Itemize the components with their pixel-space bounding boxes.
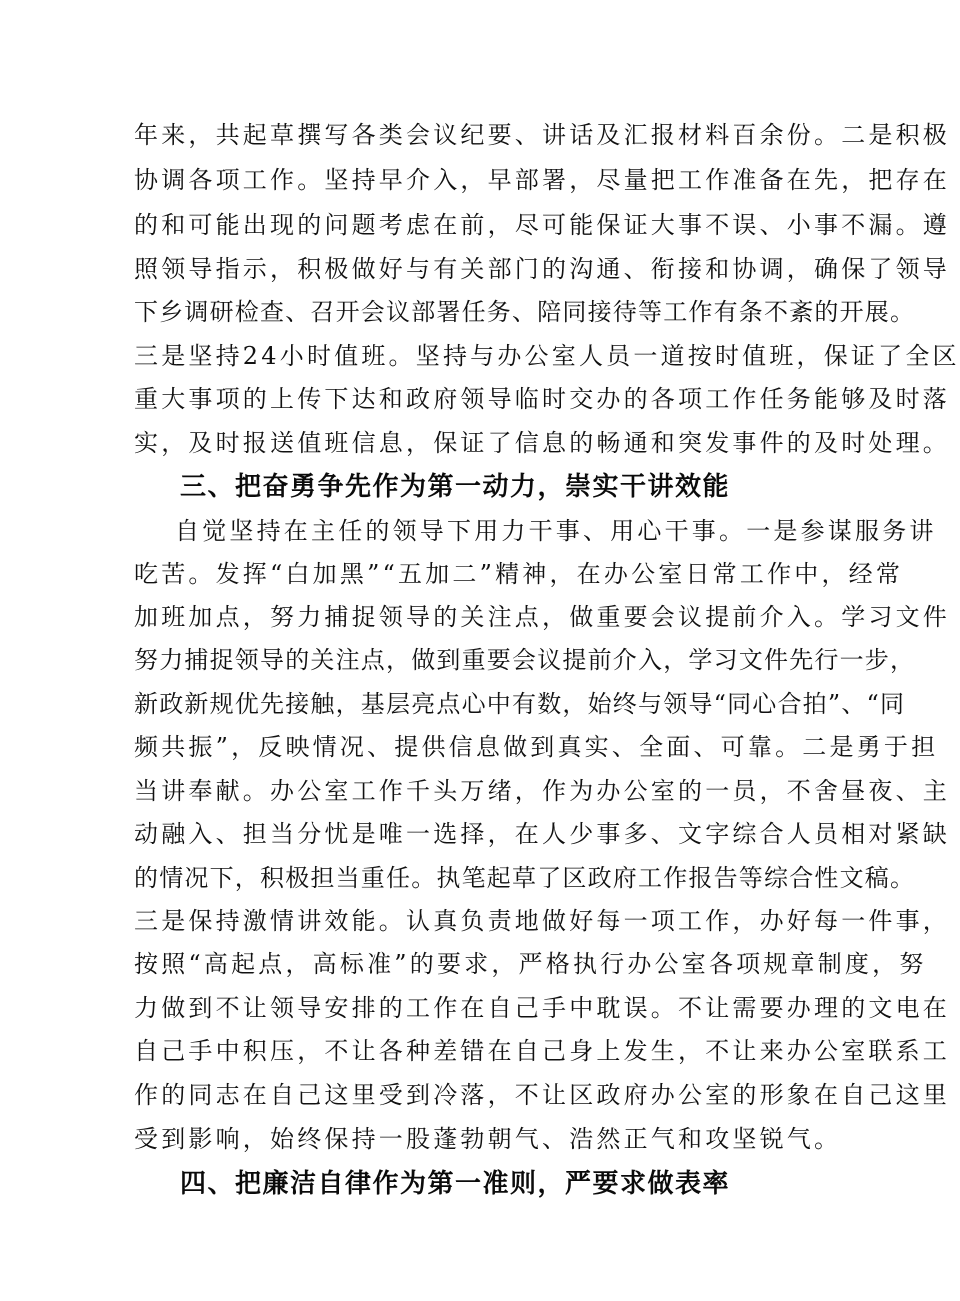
paragraph-line: 年来，共起草撰写各类会议纪要、讲话及汇报材料百余份。二是积极	[134, 121, 950, 149]
paragraph-line: 作的同志在自己这里受到冷落，不让区政府办公室的形象在自己这里	[134, 1081, 950, 1109]
paragraph-line: 新政新规优先接触，基层亮点心中有数，始终与领导“同心合拍”、“同	[134, 690, 906, 718]
paragraph-line: 重大事项的上传下达和政府领导临时交办的各项工作任务能够及时落	[134, 385, 950, 413]
paragraph-line: 自觉坚持在主任的领导下用力干事、用心干事。一是参谋服务讲	[175, 517, 937, 545]
paragraph-line: 三是坚持24小时值班。坚持与办公室人员一道按时值班，保证了全区	[134, 342, 960, 370]
paragraph-line: 按照“高起点，高标准”的要求，严格执行办公室各项规章制度，努	[134, 950, 927, 978]
paragraph-line: 动融入、担当分忧是唯一选择，在人少事多、文字综合人员相对紧缺	[134, 820, 950, 848]
paragraph-line: 协调各项工作。坚持早介入，早部署，尽量把工作准备在先，把存在	[134, 166, 950, 194]
paragraph-line: 力做到不让领导安排的工作在自己手中耽误。不让需要办理的文电在	[134, 994, 950, 1022]
paragraph-line: 当讲奉献。办公室工作千头万绪，作为办公室的一员，不舍昼夜、主	[134, 777, 950, 805]
paragraph-line: 努力捕捉领导的关注点，做到重要会议提前介入，学习文件先行一步，	[134, 646, 916, 674]
paragraph-line: 三是保持激情讲效能。认真负责地做好每一项工作，办好每一件事，	[134, 907, 950, 935]
paragraph-line: 吃苦。发挥“白加黑”“五加二”精神，在办公室日常工作中，经常	[134, 560, 904, 588]
paragraph-line: 照领导指示，积极做好与有关部门的沟通、衔接和协调，确保了领导	[134, 255, 950, 283]
paragraph-line: 受到影响，始终保持一股蓬勃朝气、浩然正气和攻坚锐气。	[134, 1125, 842, 1153]
paragraph-line: 自己手中积压，不让各种差错在自己身上发生，不让来办公室联系工	[134, 1037, 950, 1065]
paragraph-line: 的和可能出现的问题考虑在前，尽可能保证大事不误、小事不漏。遵	[134, 211, 950, 239]
paragraph-line: 下乡调研检查、召开会议部署任务、陪同接待等工作有条不紊的开展。	[134, 298, 916, 326]
section-heading: 四、把廉洁自律作为第一准则，严要求做表率	[180, 1169, 731, 1199]
paragraph-line: 实，及时报送值班信息，保证了信息的畅通和突发事件的及时处理。	[134, 429, 950, 457]
paragraph-line: 加班加点，努力捕捉领导的关注点，做重要会议提前介入。学习文件	[134, 603, 950, 631]
paragraph-line: 的情况下，积极担当重任。执笔起草了区政府工作报告等综合性文稿。	[134, 864, 916, 892]
section-heading: 三、把奋勇争先作为第一动力，崇实干讲效能	[180, 472, 731, 502]
paragraph-line: 频共振”，反映情况、提供信息做到真实、全面、可靠。二是勇于担	[134, 733, 939, 761]
